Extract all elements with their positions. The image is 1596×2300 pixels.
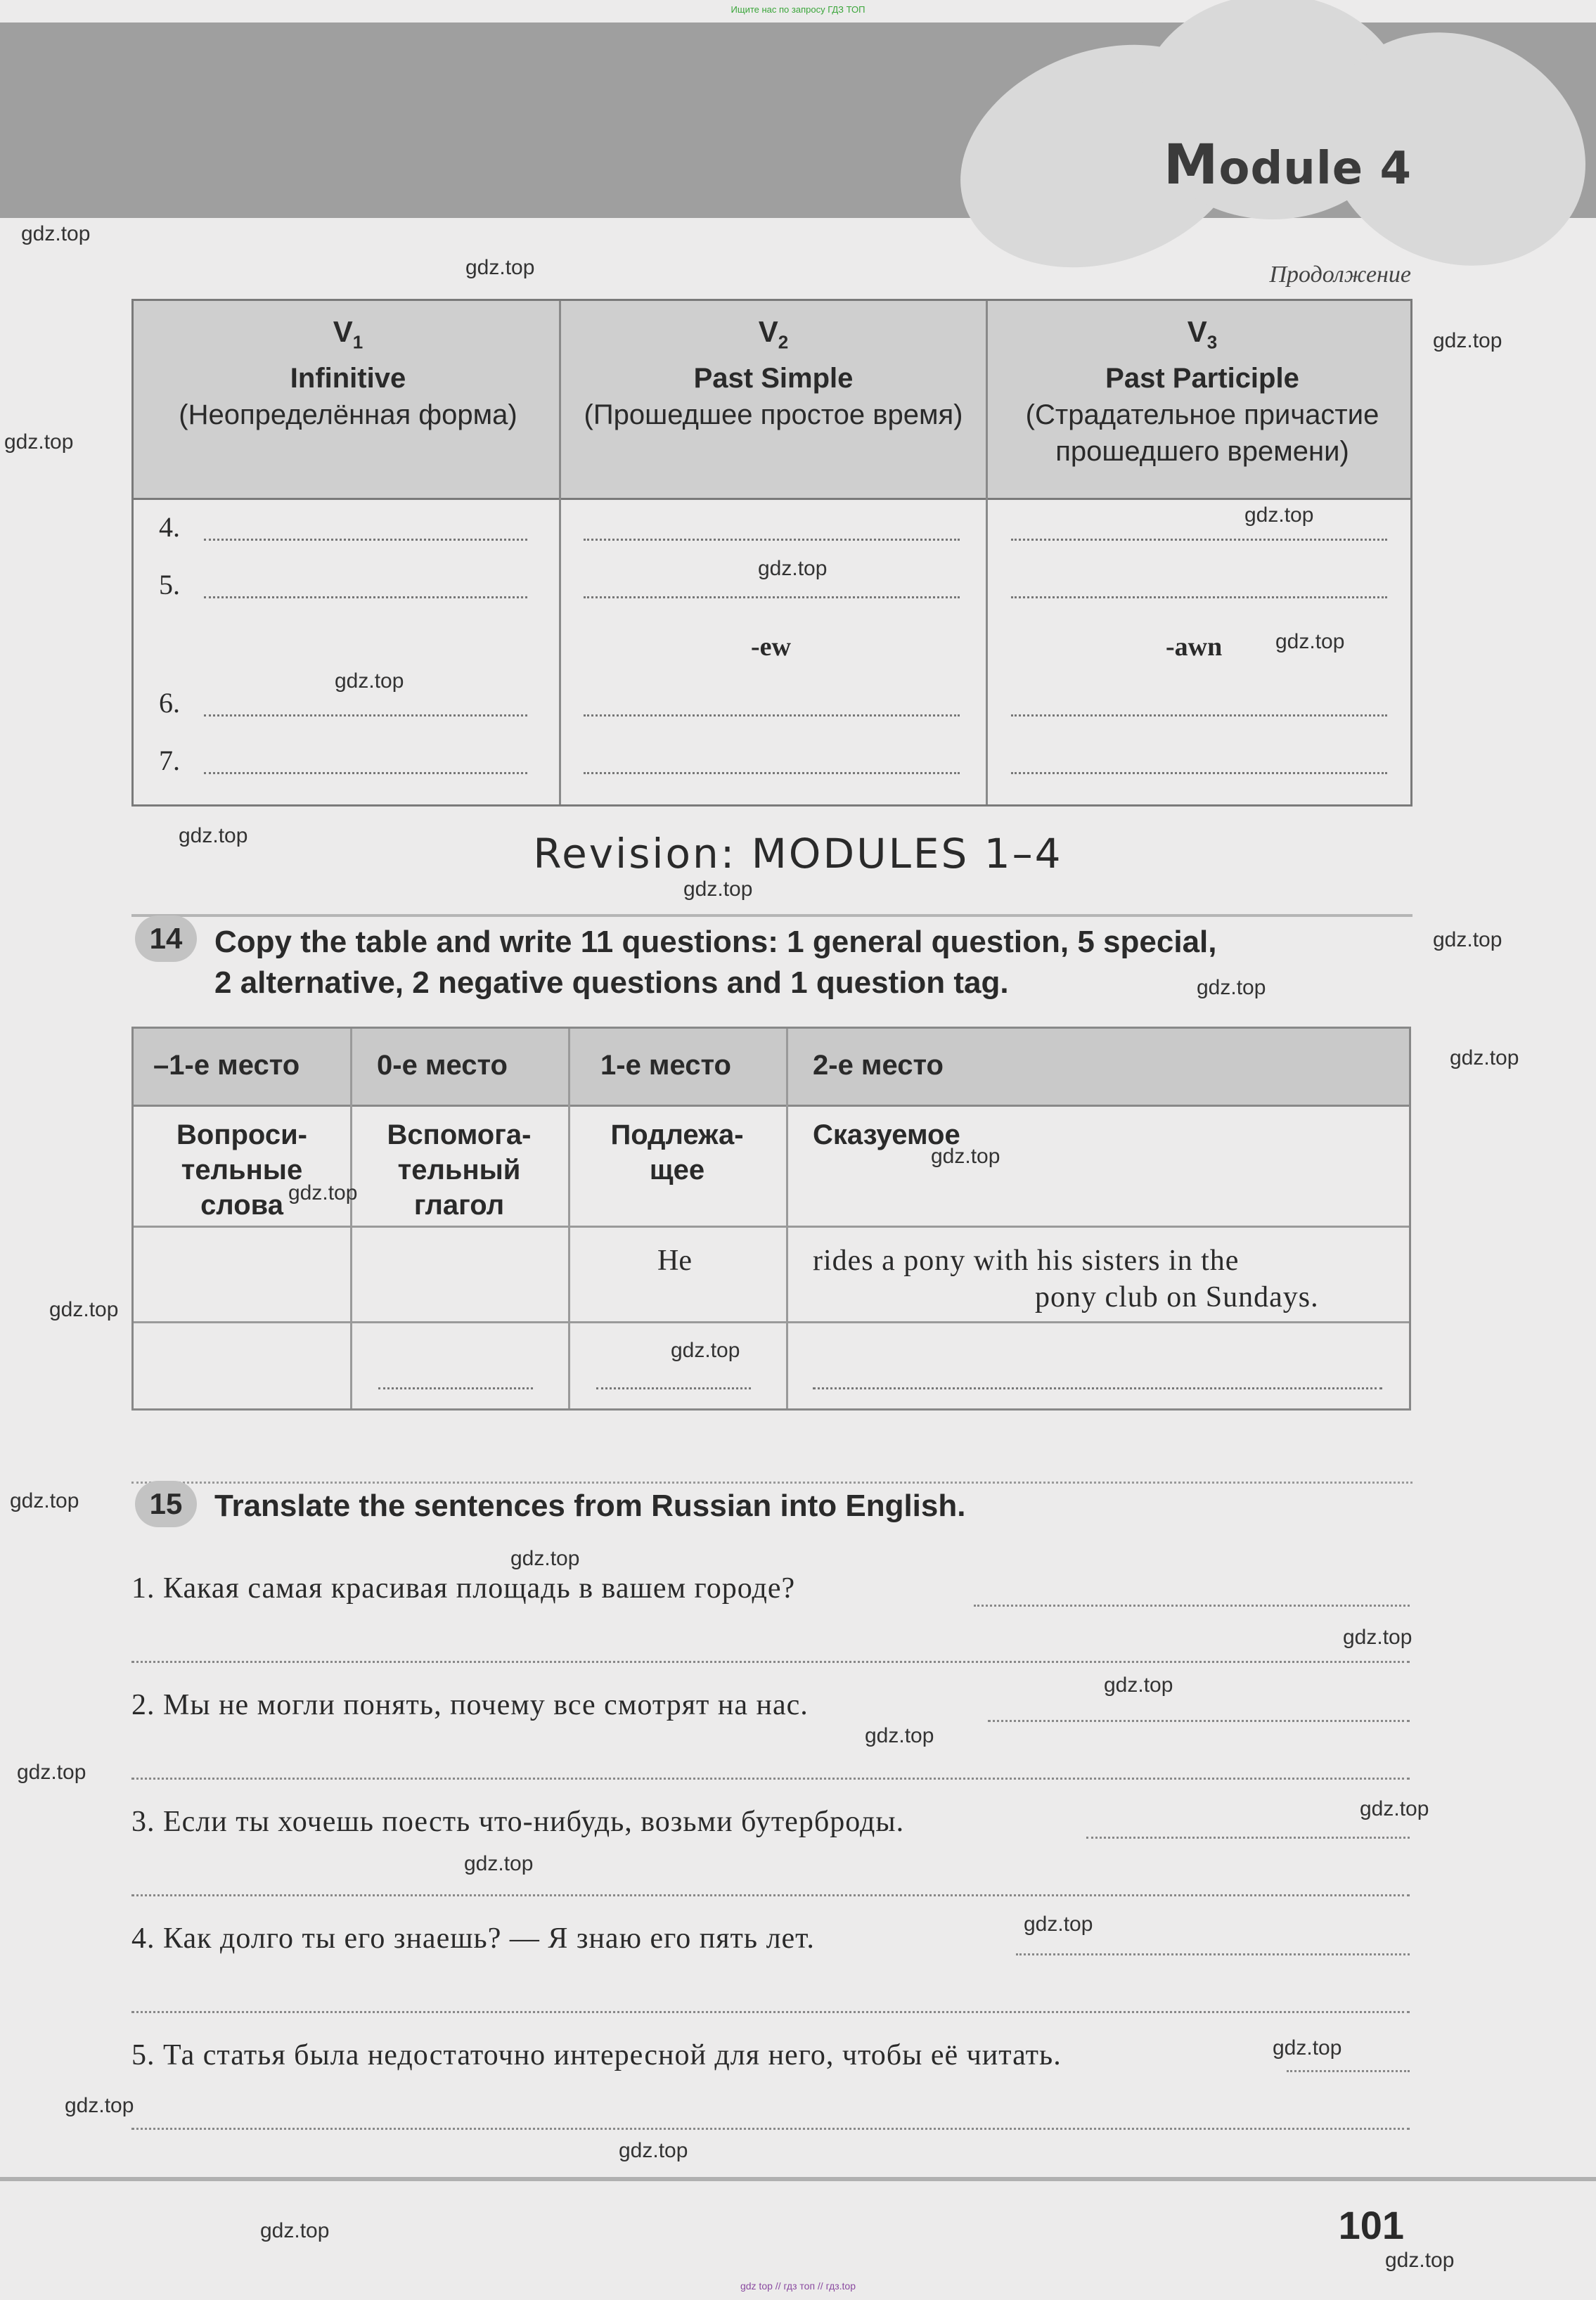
watermark: gdz.top: [931, 1145, 1000, 1168]
answer-line[interactable]: [584, 539, 960, 541]
subheader-text: глагол: [413, 1190, 505, 1221]
subheader-text: слова: [200, 1190, 283, 1221]
watermark: gdz.top: [1343, 1626, 1412, 1649]
column-divider: [559, 301, 561, 804]
answer-line[interactable]: [131, 1778, 1410, 1780]
watermark: gdz.top: [619, 2139, 688, 2162]
answer-line[interactable]: [204, 596, 527, 598]
watermark: gdz.top: [1244, 503, 1314, 527]
v3-subscript: 3: [1206, 331, 1218, 353]
verb-column-v2: [584, 314, 963, 433]
v3-russian-label: (Страдательное причастие прошедшего времени): [1025, 399, 1379, 468]
verb-column-v3: [1005, 314, 1399, 470]
answer-line[interactable]: [204, 772, 527, 774]
v2-ending: -ew: [751, 632, 791, 662]
watermark: gdz.top: [1273, 2036, 1342, 2060]
watermark: gdz.top: [49, 1298, 119, 1321]
subheader-text: Подлежа-: [610, 1119, 744, 1150]
footer-note: gdz top // гдз топ // гдз.top: [740, 2280, 856, 2292]
answer-line[interactable]: [974, 1605, 1410, 1607]
example-predicate-line2: pony club on Sundays.: [1035, 1281, 1319, 1313]
page-number: 101: [1338, 2203, 1404, 2247]
answer-line[interactable]: [131, 1661, 1410, 1663]
subheader-text: Вопроси-: [176, 1119, 307, 1150]
continued-label: Продолжение: [1269, 262, 1411, 288]
sentence-5: 5. Та статья была недостаточно интересной для него, чтобы её читать.: [131, 2039, 1062, 2071]
answer-line[interactable]: [596, 1387, 751, 1389]
v2-subscript: 2: [778, 331, 789, 353]
answer-line[interactable]: [1287, 2070, 1410, 2072]
row-divider: [134, 1226, 1409, 1228]
watermark: gdz.top: [671, 1339, 740, 1362]
watermark: gdz.top: [683, 878, 753, 901]
answer-line[interactable]: [1011, 596, 1387, 598]
watermark: gdz.top: [865, 1724, 934, 1747]
exercise-14-number: 14: [135, 915, 197, 962]
v1-english-label: Infinitive: [290, 363, 406, 394]
watermark: gdz.top: [4, 430, 74, 454]
watermark: gdz.top: [335, 669, 404, 693]
header-first-position: 1-е место: [600, 1050, 731, 1081]
watermark: gdz.top: [179, 824, 248, 847]
row-number: 6.: [159, 687, 180, 719]
subheader-subject: [568, 1117, 786, 1188]
column-divider: [986, 301, 988, 804]
header-minus-one-position: –1-е место: [153, 1050, 300, 1081]
answer-line[interactable]: [204, 714, 527, 717]
row-number: 7.: [159, 745, 180, 776]
answer-line[interactable]: [131, 2128, 1410, 2130]
answer-line[interactable]: [988, 1720, 1410, 1722]
answer-line[interactable]: [584, 772, 960, 774]
v1-subscript: 1: [352, 331, 363, 353]
exercise-14-instruction-line1: Copy the table and write 11 questions: 1 general question, 5 special,: [214, 925, 1217, 959]
watermark: gdz.top: [758, 557, 828, 580]
divider-rule: [131, 1482, 1412, 1484]
watermark: gdz.top: [65, 2094, 134, 2117]
subheader-text: тельные: [181, 1155, 303, 1186]
exercise-14-instruction-line2: 2 alternative, 2 negative questions and 1 question tag.: [214, 965, 1009, 1000]
module-title-rest: odule: [1218, 143, 1364, 195]
v2-russian-label: (Прошедшее простое время): [584, 399, 963, 431]
module-title-prefix: M: [1163, 134, 1219, 197]
subheader-question-words: [134, 1117, 350, 1223]
v1-letter: V: [333, 315, 353, 348]
module-title: [1164, 134, 1412, 197]
v3-english-label: Past Participle: [1105, 363, 1299, 394]
v2-symbol: [584, 314, 963, 360]
subheader-text: щее: [649, 1155, 705, 1186]
watermark: gdz.top: [21, 222, 91, 245]
exercise-15-number: 15: [135, 1481, 197, 1527]
sentence-2: 2. Мы не могли понять, почему все смотрят на нас.: [131, 1689, 809, 1721]
answer-line[interactable]: [1016, 1953, 1410, 1955]
v3-ending: -awn: [1166, 632, 1223, 662]
watermark: gdz.top: [10, 1489, 79, 1512]
answer-line[interactable]: [378, 1387, 533, 1389]
answer-line[interactable]: [131, 2011, 1410, 2013]
answer-line[interactable]: [1086, 1837, 1410, 1839]
header-second-position: 2-е место: [813, 1050, 944, 1081]
watermark: gdz.top: [288, 1181, 358, 1204]
watermark: gdz.top: [1385, 2249, 1455, 2272]
column-divider: [568, 1029, 570, 1408]
v3-letter: V: [1187, 315, 1207, 348]
example-subject: He: [657, 1245, 692, 1277]
sentence-4: 4. Как долго ты его знаешь? — Я знаю его пять лет.: [131, 1922, 815, 1955]
sentence-1: 1. Какая самая красивая площадь в вашем городе?: [131, 1572, 796, 1605]
v2-letter: V: [758, 315, 778, 348]
watermark: gdz.top: [1197, 976, 1266, 999]
answer-line[interactable]: [584, 596, 960, 598]
column-divider: [786, 1029, 788, 1408]
subheader-text: Вспомога-: [387, 1119, 532, 1150]
answer-line[interactable]: [1011, 714, 1387, 717]
question-table-header-row: [134, 1029, 1409, 1107]
answer-line[interactable]: [584, 714, 960, 717]
verb-column-v1: [141, 314, 555, 433]
subheader-text: тельный: [397, 1155, 521, 1186]
watermark: gdz.top: [260, 2219, 330, 2242]
divider-rule: [131, 914, 1412, 917]
example-predicate-line1: rides a pony with his sisters in the: [813, 1245, 1240, 1277]
watermark: gdz.top: [17, 1761, 86, 1784]
answer-line[interactable]: [813, 1387, 1382, 1389]
answer-line[interactable]: [204, 539, 527, 541]
v3-symbol: [1005, 314, 1399, 360]
row-number: 4.: [159, 511, 180, 543]
watermark: gdz.top: [1104, 1673, 1173, 1697]
watermark: gdz.top: [1024, 1913, 1093, 1936]
subheader-text: Сказуемое: [813, 1119, 960, 1150]
subheader-auxiliary-verb: [350, 1117, 568, 1223]
sentence-3: 3. Если ты хочешь поесть что-нибудь, возьми бутерброды.: [131, 1806, 905, 1838]
answer-line[interactable]: [1011, 772, 1387, 774]
watermark: gdz.top: [1433, 928, 1502, 951]
watermark: gdz.top: [1433, 329, 1502, 352]
watermark: gdz.top: [1275, 630, 1345, 653]
v1-symbol: [141, 314, 555, 360]
watermark: gdz.top: [510, 1547, 580, 1570]
header-zero-position: 0-е место: [377, 1050, 508, 1081]
verb-forms-table: [131, 299, 1412, 807]
watermark: gdz.top: [465, 256, 535, 279]
watermark: gdz.top: [464, 1852, 534, 1875]
bottom-rule: [0, 2177, 1596, 2181]
exercise-15-instruction: Translate the sentences from Russian into English.: [214, 1489, 966, 1523]
v1-russian-label: (Неопределённая форма): [179, 399, 517, 431]
answer-line[interactable]: [131, 1894, 1410, 1896]
answer-line[interactable]: [1011, 539, 1387, 541]
row-number: 5.: [159, 569, 180, 600]
module-number: 4: [1379, 143, 1412, 195]
revision-title: Revision: MODULES 1–4: [533, 830, 1063, 878]
top-note: Ищите нас по запросу ГДЗ ТОП: [731, 4, 865, 15]
row-divider: [134, 1321, 1409, 1323]
question-word-order-table: [131, 1027, 1411, 1411]
watermark: gdz.top: [1360, 1797, 1429, 1820]
v2-english-label: Past Simple: [693, 363, 854, 394]
watermark: gdz.top: [1450, 1046, 1519, 1069]
